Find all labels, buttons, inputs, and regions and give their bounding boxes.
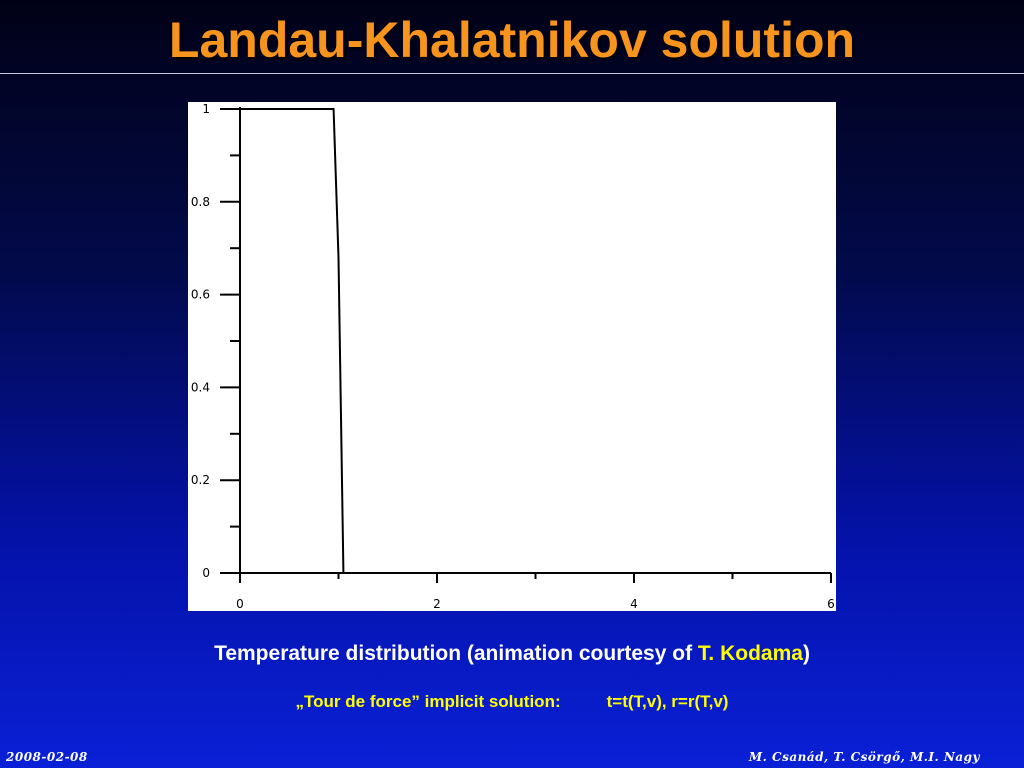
y-tick-label: 0.8 [190, 194, 210, 209]
chart-series [240, 109, 343, 573]
slide-title: Landau-Khalatnikov solution [168, 12, 856, 68]
x-tick-label: 4 [630, 597, 638, 611]
solution-note-label: „Tour de force” implicit solution: [295, 692, 561, 711]
caption-text: Temperature distribution (animation courtesy of [214, 642, 698, 665]
caption-close: ) [802, 642, 810, 665]
temperature-chart [188, 102, 836, 611]
solution-note-formula: t=t(T,v), r=r(T,v) [606, 692, 729, 711]
y-tick-label: 0.6 [190, 287, 210, 302]
y-tick-label: 1 [202, 102, 210, 116]
title-divider [0, 73, 1024, 74]
y-tick-label: 0.2 [190, 473, 210, 488]
chart-caption [0, 640, 1024, 668]
chart-axes [191, 102, 835, 611]
x-tick-label: 0 [236, 597, 244, 611]
chart-area [188, 102, 836, 611]
footer-authors: M. Csanád, T. Csörgő, M.I. Nagy [748, 750, 980, 764]
x-tick-label: 6 [827, 597, 835, 611]
footer-date: 2008-02-08 [6, 750, 88, 764]
y-tick-label: 0.4 [190, 380, 210, 395]
solution-note [0, 690, 1024, 714]
y-tick-label: 0 [202, 566, 210, 580]
temperature-curve [240, 109, 343, 573]
caption-credit-name: T. Kodama [697, 642, 803, 665]
x-tick-label: 2 [433, 597, 441, 611]
